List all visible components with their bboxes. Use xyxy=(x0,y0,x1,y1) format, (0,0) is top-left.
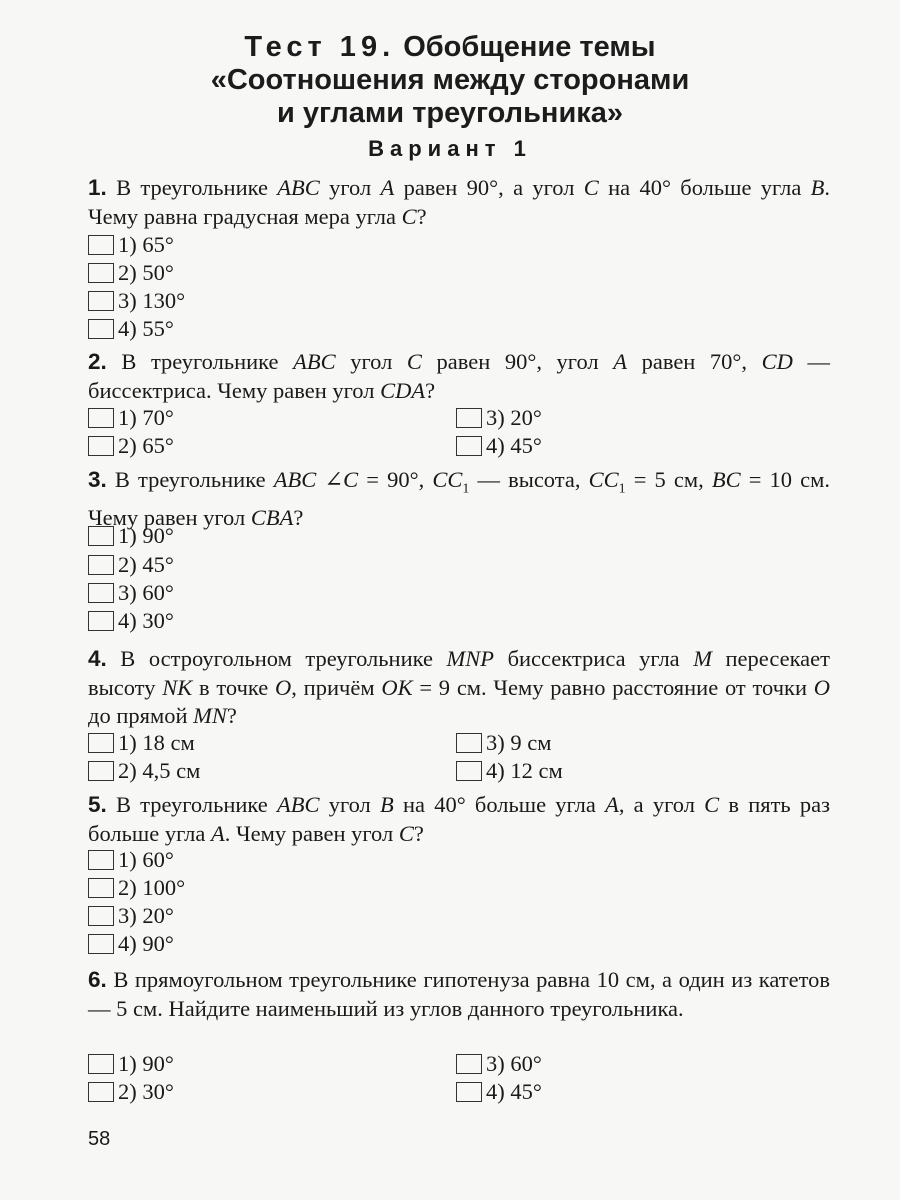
title-line-3: и углами треугольника» xyxy=(276,97,624,129)
checkbox[interactable] xyxy=(88,583,114,603)
q3-option-2[interactable]: 2) 45° xyxy=(88,551,174,579)
checkbox[interactable] xyxy=(456,1082,482,1102)
q4-option-1[interactable]: 1) 18 см xyxy=(88,729,195,757)
q1-option-1[interactable]: 1) 65° xyxy=(88,231,174,259)
title-line-1: Тест 19. Обобщение темы xyxy=(244,31,656,63)
question-6: 6. В прямоугольном треугольнике гипотенуза равна 10 см, а один из катетов — 5 см. Найдите наименьший из углов данного треугольника. xyxy=(88,967,830,1021)
q4-option-4[interactable]: 4) 12 см xyxy=(456,757,563,785)
checkbox[interactable] xyxy=(88,1082,114,1102)
q6-option-2[interactable]: 2) 30° xyxy=(88,1078,174,1106)
question-5: 5. В треугольнике ABC угол B на 40° больше угла A, а угол C в пять раз больше угла A. Чему равен угол C? xyxy=(88,792,831,846)
checkbox[interactable] xyxy=(88,555,114,575)
title-line-2: «Соотношения между сторонами xyxy=(210,64,690,96)
checkbox[interactable] xyxy=(456,436,482,456)
q2-option-1[interactable]: 1) 70° xyxy=(88,404,174,432)
variant-heading: Вариант 1 xyxy=(368,136,532,161)
q3-option-4[interactable]: 4) 30° xyxy=(88,607,174,635)
checkbox[interactable] xyxy=(88,319,114,339)
checkbox[interactable] xyxy=(456,408,482,428)
checkbox[interactable] xyxy=(88,436,114,456)
q4-option-2[interactable]: 2) 4,5 см xyxy=(88,757,200,785)
q6-option-3[interactable]: 3) 60° xyxy=(456,1050,542,1078)
checkbox[interactable] xyxy=(88,408,114,428)
checkbox[interactable] xyxy=(456,733,482,753)
checkbox[interactable] xyxy=(88,291,114,311)
checkbox[interactable] xyxy=(88,1054,114,1074)
q6-option-1[interactable]: 1) 90° xyxy=(88,1050,174,1078)
checkbox[interactable] xyxy=(88,526,114,546)
q5-option-1[interactable]: 1) 60° xyxy=(88,846,174,874)
q2-option-3[interactable]: 3) 20° xyxy=(456,404,542,432)
q2-option-4[interactable]: 4) 45° xyxy=(456,432,542,460)
question-3: 3. В треугольнике ABC ∠C = 90°, $CC_1$ — высота, $CC_1 = 5$ см, BC = 10 см. Чему равен угол CBA? xyxy=(88,467,831,530)
checkbox[interactable] xyxy=(456,1054,482,1074)
q5-option-3[interactable]: 3) 20° xyxy=(88,902,174,930)
q6-option-4[interactable]: 4) 45° xyxy=(456,1078,542,1106)
checkbox[interactable] xyxy=(456,761,482,781)
q5-option-2[interactable]: 2) 100° xyxy=(88,874,185,902)
page-number: 58 xyxy=(88,1128,111,1150)
q3-option-1[interactable]: 1) 90° xyxy=(88,522,174,550)
q2-option-2[interactable]: 2) 65° xyxy=(88,432,174,460)
checkbox[interactable] xyxy=(88,611,114,631)
q4-option-3[interactable]: 3) 9 см xyxy=(456,729,551,757)
checkbox[interactable] xyxy=(88,761,114,781)
q3-option-3[interactable]: 3) 60° xyxy=(88,579,174,607)
q5-option-4[interactable]: 4) 90° xyxy=(88,930,174,958)
question-4: 4. В остроугольном треугольнике MNP биссектриса угла M пересекает высоту NK в точке O, причём OK = 9 см. Чему равно расстояние от точки O до прямой MN? xyxy=(88,646,830,728)
checkbox[interactable] xyxy=(88,263,114,283)
q1-option-2[interactable]: 2) 50° xyxy=(88,259,174,287)
checkbox[interactable] xyxy=(88,235,114,255)
checkbox[interactable] xyxy=(88,850,114,870)
checkbox[interactable] xyxy=(88,934,114,954)
checkbox[interactable] xyxy=(88,733,114,753)
question-1: 1. В треугольнике ABC угол A равен 90°, а угол C на 40° больше угла B. Чему равна градусная мера угла C? xyxy=(88,175,830,229)
checkbox[interactable] xyxy=(88,906,114,926)
question-2: 2. В треугольнике ABC угол C равен 90°, угол A равен 70°, CD — биссектриса. Чему равен угол CDA? xyxy=(88,349,830,403)
q1-option-3[interactable]: 3) 130° xyxy=(88,287,185,315)
q1-option-4[interactable]: 4) 55° xyxy=(88,315,174,343)
checkbox[interactable] xyxy=(88,878,114,898)
